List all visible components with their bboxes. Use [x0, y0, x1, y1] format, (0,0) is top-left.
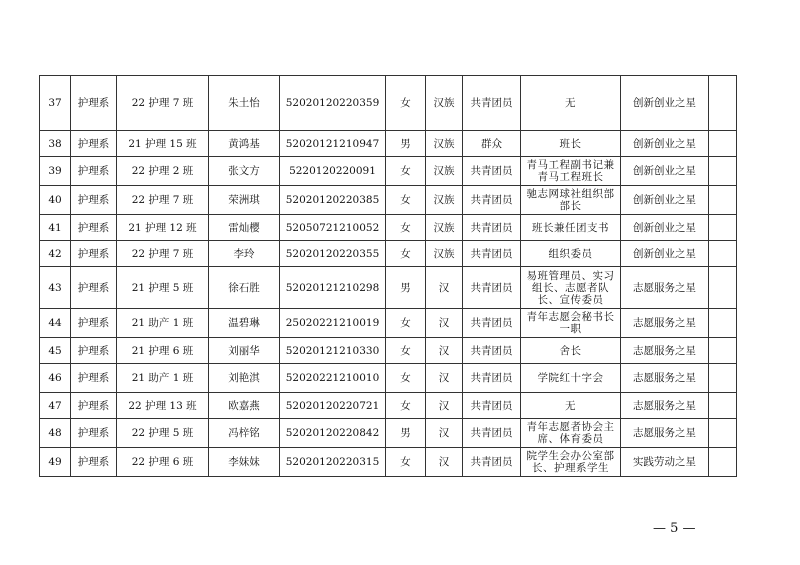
table-row	[40, 309, 737, 338]
student-id-cell: 52020121210947	[280, 131, 386, 157]
ethnicity-cell: 汉族	[426, 76, 463, 131]
student-id-cell: 52020120220842	[280, 419, 386, 448]
student-id-cell: 52020120220385	[280, 186, 386, 215]
department-cell: 护理系	[71, 157, 117, 186]
table-row	[40, 131, 737, 157]
political-status-cell: 共青团员	[463, 448, 521, 477]
gender-cell: 女	[386, 186, 426, 215]
student-id-cell: 25020221210019	[280, 309, 386, 338]
ethnicity-cell: 汉族	[426, 186, 463, 215]
award-category-cell: 创新创业之星	[621, 241, 709, 267]
student-id-cell: 5220120220091	[280, 157, 386, 186]
political-status-cell: 共青团员	[463, 186, 521, 215]
row-number-cell: 47	[40, 393, 71, 419]
student-name-cell: 荣洲琪	[209, 186, 280, 215]
student-id-cell: 52020121210330	[280, 338, 386, 364]
table-row	[40, 419, 737, 448]
gender-cell: 女	[386, 76, 426, 131]
gender-cell: 女	[386, 364, 426, 393]
student-id-cell: 52020120220359	[280, 76, 386, 131]
class-name-cell: 22 护理 6 班	[117, 448, 209, 477]
position-cell: 青年志愿者协会主席、体育委员	[521, 419, 621, 448]
ethnicity-cell: 汉	[426, 364, 463, 393]
remarks-cell	[709, 393, 737, 419]
remarks-cell	[709, 131, 737, 157]
student-name-cell: 刘丽华	[209, 338, 280, 364]
ethnicity-cell: 汉族	[426, 215, 463, 241]
student-name-cell: 雷灿樱	[209, 215, 280, 241]
gender-cell: 男	[386, 131, 426, 157]
ethnicity-cell: 汉	[426, 393, 463, 419]
table-row	[40, 393, 737, 419]
position-cell: 院学生会办公室部长、护理系学生	[521, 448, 621, 477]
row-number-cell: 45	[40, 338, 71, 364]
student-name-cell: 欧嘉燕	[209, 393, 280, 419]
remarks-cell	[709, 309, 737, 338]
award-category-cell: 创新创业之星	[621, 76, 709, 131]
position-cell: 驰志网球社组织部部长	[521, 186, 621, 215]
table-row	[40, 267, 737, 309]
position-cell: 班长兼任团支书	[521, 215, 621, 241]
class-name-cell: 21 护理 12 班	[117, 215, 209, 241]
ethnicity-cell: 汉族	[426, 241, 463, 267]
table-body	[40, 76, 737, 477]
gender-cell: 女	[386, 448, 426, 477]
table-row	[40, 241, 737, 267]
remarks-cell	[709, 364, 737, 393]
department-cell: 护理系	[71, 419, 117, 448]
remarks-cell	[709, 419, 737, 448]
remarks-cell	[709, 157, 737, 186]
political-status-cell: 群众	[463, 131, 521, 157]
gender-cell: 女	[386, 241, 426, 267]
political-status-cell: 共青团员	[463, 267, 521, 309]
gender-cell: 女	[386, 338, 426, 364]
table-row	[40, 448, 737, 477]
student-name-cell: 温碧琳	[209, 309, 280, 338]
ethnicity-cell: 汉族	[426, 157, 463, 186]
table-row	[40, 157, 737, 186]
gender-cell: 女	[386, 393, 426, 419]
student-name-cell: 黄鸿基	[209, 131, 280, 157]
position-cell: 组织委员	[521, 241, 621, 267]
department-cell: 护理系	[71, 309, 117, 338]
ethnicity-cell: 汉	[426, 419, 463, 448]
award-category-cell: 志愿服务之星	[621, 393, 709, 419]
student-id-cell: 52050721210052	[280, 215, 386, 241]
department-cell: 护理系	[71, 186, 117, 215]
table-row	[40, 364, 737, 393]
class-name-cell: 22 护理 13 班	[117, 393, 209, 419]
row-number-cell: 44	[40, 309, 71, 338]
ethnicity-cell: 汉	[426, 448, 463, 477]
remarks-cell	[709, 215, 737, 241]
student-name-cell: 徐石胜	[209, 267, 280, 309]
award-category-cell: 创新创业之星	[621, 215, 709, 241]
row-number-cell: 49	[40, 448, 71, 477]
political-status-cell: 共青团员	[463, 364, 521, 393]
position-cell: 青年志愿会秘书长一职	[521, 309, 621, 338]
position-cell: 易班管理员、实习组长、志愿者队长、宣传委员	[521, 267, 621, 309]
remarks-cell	[709, 448, 737, 477]
political-status-cell: 共青团员	[463, 393, 521, 419]
row-number-cell: 48	[40, 419, 71, 448]
ethnicity-cell: 汉	[426, 338, 463, 364]
political-status-cell: 共青团员	[463, 76, 521, 131]
political-status-cell: 共青团员	[463, 338, 521, 364]
class-name-cell: 21 护理 15 班	[117, 131, 209, 157]
political-status-cell: 共青团员	[463, 215, 521, 241]
remarks-cell	[709, 76, 737, 131]
department-cell: 护理系	[71, 448, 117, 477]
position-cell: 青马工程副书记兼青马工程班长	[521, 157, 621, 186]
table-row	[40, 76, 737, 131]
table-row	[40, 215, 737, 241]
ethnicity-cell: 汉族	[426, 131, 463, 157]
department-cell: 护理系	[71, 267, 117, 309]
remarks-cell	[709, 241, 737, 267]
department-cell: 护理系	[71, 241, 117, 267]
position-cell: 班长	[521, 131, 621, 157]
class-name-cell: 22 护理 7 班	[117, 76, 209, 131]
ethnicity-cell: 汉	[426, 267, 463, 309]
remarks-cell	[709, 186, 737, 215]
award-category-cell: 志愿服务之星	[621, 419, 709, 448]
class-name-cell: 22 护理 7 班	[117, 186, 209, 215]
class-name-cell: 21 护理 5 班	[117, 267, 209, 309]
gender-cell: 女	[386, 215, 426, 241]
award-category-cell: 志愿服务之星	[621, 338, 709, 364]
gender-cell: 男	[386, 267, 426, 309]
ethnicity-cell: 汉	[426, 309, 463, 338]
table-row	[40, 338, 737, 364]
award-category-cell: 志愿服务之星	[621, 309, 709, 338]
remarks-cell	[709, 267, 737, 309]
row-number-cell: 37	[40, 76, 71, 131]
student-award-table	[39, 75, 737, 477]
row-number-cell: 38	[40, 131, 71, 157]
gender-cell: 女	[386, 309, 426, 338]
student-id-cell: 52020221210010	[280, 364, 386, 393]
row-number-cell: 40	[40, 186, 71, 215]
student-id-cell: 52020120220315	[280, 448, 386, 477]
position-cell: 舍长	[521, 338, 621, 364]
student-name-cell: 刘艳淇	[209, 364, 280, 393]
class-name-cell: 21 助产 1 班	[117, 309, 209, 338]
table-row	[40, 186, 737, 215]
award-category-cell: 创新创业之星	[621, 131, 709, 157]
class-name-cell: 21 护理 6 班	[117, 338, 209, 364]
department-cell: 护理系	[71, 364, 117, 393]
political-status-cell: 共青团员	[463, 241, 521, 267]
gender-cell: 女	[386, 157, 426, 186]
award-category-cell: 志愿服务之星	[621, 267, 709, 309]
class-name-cell: 21 助产 1 班	[117, 364, 209, 393]
position-cell: 无	[521, 76, 621, 131]
row-number-cell: 41	[40, 215, 71, 241]
gender-cell: 男	[386, 419, 426, 448]
award-category-cell: 志愿服务之星	[621, 364, 709, 393]
class-name-cell: 22 护理 2 班	[117, 157, 209, 186]
student-name-cell: 朱土怡	[209, 76, 280, 131]
political-status-cell: 共青团员	[463, 419, 521, 448]
political-status-cell: 共青团员	[463, 309, 521, 338]
award-category-cell: 创新创业之星	[621, 157, 709, 186]
department-cell: 护理系	[71, 393, 117, 419]
row-number-cell: 39	[40, 157, 71, 186]
student-name-cell: 李玲	[209, 241, 280, 267]
student-id-cell: 52020120220721	[280, 393, 386, 419]
department-cell: 护理系	[71, 131, 117, 157]
row-number-cell: 46	[40, 364, 71, 393]
student-name-cell: 李妹妹	[209, 448, 280, 477]
class-name-cell: 22 护理 5 班	[117, 419, 209, 448]
page-number: — 5 —	[653, 521, 696, 536]
student-id-cell: 52020121210298	[280, 267, 386, 309]
class-name-cell: 22 护理 7 班	[117, 241, 209, 267]
row-number-cell: 43	[40, 267, 71, 309]
political-status-cell: 共青团员	[463, 157, 521, 186]
position-cell: 学院红十字会	[521, 364, 621, 393]
department-cell: 护理系	[71, 338, 117, 364]
award-category-cell: 实践劳动之星	[621, 448, 709, 477]
position-cell: 无	[521, 393, 621, 419]
student-id-cell: 52020120220355	[280, 241, 386, 267]
student-name-cell: 冯梓铭	[209, 419, 280, 448]
student-name-cell: 张文方	[209, 157, 280, 186]
department-cell: 护理系	[71, 76, 117, 131]
department-cell: 护理系	[71, 215, 117, 241]
remarks-cell	[709, 338, 737, 364]
row-number-cell: 42	[40, 241, 71, 267]
award-category-cell: 创新创业之星	[621, 186, 709, 215]
